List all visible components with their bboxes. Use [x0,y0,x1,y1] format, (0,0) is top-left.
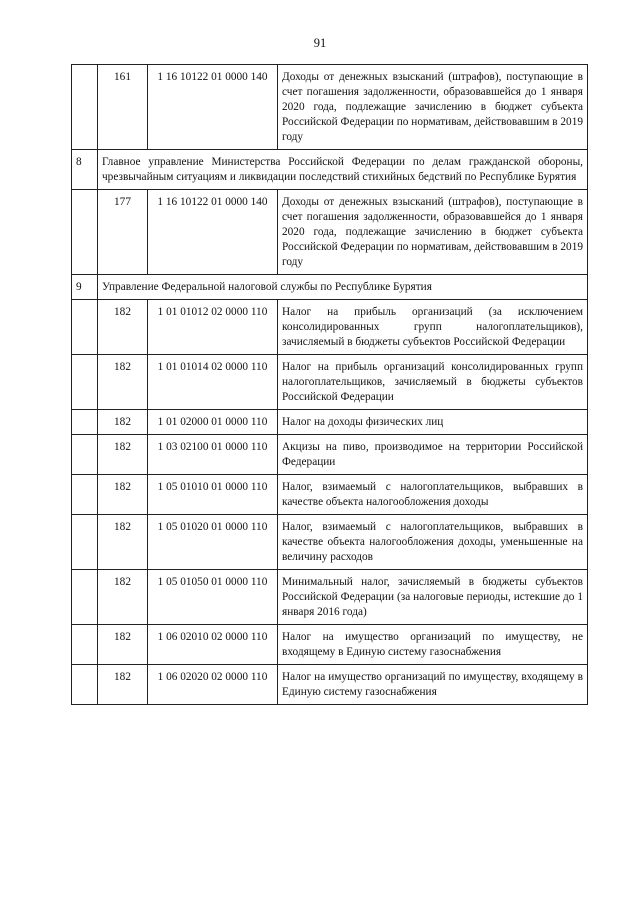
kbk-code-cell: 1 16 10122 01 0000 140 [148,190,278,275]
empty-cell [72,65,98,150]
table-row [72,355,588,410]
description-cell: Налог на прибыль организаций (за исключением консолидированных групп налогоплательщиков), зачисляемый в бюджеты субъектов Российской Федерации [278,300,588,355]
description-cell: Налог на доходы физических лиц [278,410,588,435]
admin-code-cell: 182 [98,435,148,475]
description-cell: Минимальный налог, зачисляемый в бюджеты субъектов Российской Федерации (за налоговые периоды, истекшие до 1 января 2016 года) [278,570,588,625]
description-cell: Налог на прибыль организаций консолидированных групп налогоплательщиков, зачисляемый в бюджеты субъектов Российской Федерации [278,355,588,410]
table-row [72,190,588,275]
empty-cell [72,570,98,625]
description-cell: Доходы от денежных взысканий (штрафов), поступающие в счет погашения задолженности, образовавшейся до 1 января 2020 года, подлежащие зачислению в бюджет субъекта Российской Федерации по нормативам, действовавшим в 2019 году [278,65,588,150]
empty-cell [72,355,98,410]
admin-code-cell: 177 [98,190,148,275]
kbk-code-cell: 1 06 02010 02 0000 110 [148,625,278,665]
section-title: Главное управление Министерства Российской Федерации по делам гражданской обороны, чрезвычайным ситуациям и ликвидации последствий стихийных бедствий по Республике Бурятия [98,150,588,190]
admin-code-cell: 161 [98,65,148,150]
kbk-code-cell: 1 01 01012 02 0000 110 [148,300,278,355]
empty-cell [72,625,98,665]
description-cell: Налог, взимаемый с налогоплательщиков, выбравших в качестве объекта налогообложения доходы, уменьшенные на величину расходов [278,515,588,570]
empty-cell [72,300,98,355]
empty-cell [72,665,98,705]
revenue-codes-table [71,64,588,705]
admin-code-cell: 182 [98,410,148,435]
kbk-code-cell: 1 06 02020 02 0000 110 [148,665,278,705]
kbk-code-cell: 1 05 01010 01 0000 110 [148,475,278,515]
description-cell: Доходы от денежных взысканий (штрафов), поступающие в счет погашения задолженности, образовавшейся до 1 января 2020 года, подлежащие зачислению в бюджет субъекта Российской Федерации по нормативам, действовавшим в 2019 году [278,190,588,275]
kbk-code-cell: 1 05 01020 01 0000 110 [148,515,278,570]
empty-cell [72,410,98,435]
table-row [72,625,588,665]
table-row [72,300,588,355]
section-row [72,275,588,300]
empty-cell [72,475,98,515]
kbk-code-cell: 1 16 10122 01 0000 140 [148,65,278,150]
section-row [72,150,588,190]
table-row [72,410,588,435]
table-row [72,475,588,515]
kbk-code-cell: 1 03 02100 01 0000 110 [148,435,278,475]
description-cell: Акцизы на пиво, производимое на территории Российской Федерации [278,435,588,475]
admin-code-cell: 182 [98,300,148,355]
kbk-code-cell: 1 01 01014 02 0000 110 [148,355,278,410]
table-row [72,515,588,570]
table-row [72,570,588,625]
description-cell: Налог, взимаемый с налогоплательщиков, выбравших в качестве объекта налогообложения доходы [278,475,588,515]
admin-code-cell: 182 [98,515,148,570]
admin-code-cell: 182 [98,355,148,410]
table-row [72,665,588,705]
kbk-code-cell: 1 01 02000 01 0000 110 [148,410,278,435]
admin-code-cell: 182 [98,625,148,665]
section-number: 8 [72,150,98,190]
section-title: Управление Федеральной налоговой службы по Республике Бурятия [98,275,588,300]
table-row [72,435,588,475]
admin-code-cell: 182 [98,570,148,625]
admin-code-cell: 182 [98,665,148,705]
section-number: 9 [72,275,98,300]
description-cell: Налог на имущество организаций по имуществу, входящему в Единую систему газоснабжения [278,665,588,705]
kbk-code-cell: 1 05 01050 01 0000 110 [148,570,278,625]
admin-code-cell: 182 [98,475,148,515]
empty-cell [72,515,98,570]
page-number: 91 [313,36,327,50]
empty-cell [72,435,98,475]
empty-cell [72,190,98,275]
description-cell: Налог на имущество организаций по имуществу, не входящему в Единую систему газоснабжения [278,625,588,665]
table-row [72,65,588,150]
